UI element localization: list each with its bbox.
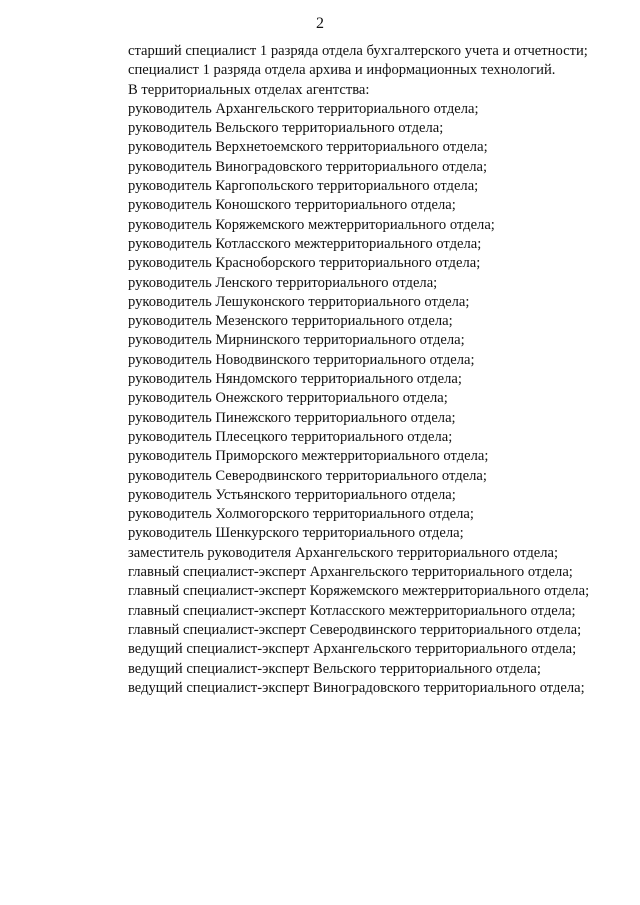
paragraph: руководитель Архангельского территориального отдела; [128,100,479,117]
paragraph: В территориальных отделах агентства: [128,81,370,98]
paragraph: руководитель Котласского межтерриториального отдела; [128,235,482,252]
paragraph: главный специалист-эксперт Северодвинского территориального отдела; [128,621,582,638]
paragraph: руководитель Коношского территориального отдела; [128,197,456,214]
paragraph: руководитель Каргопольского территориального отдела; [128,178,479,195]
paragraph: руководитель Ленского территориального отдела; [128,274,438,291]
paragraph: главный специалист-эксперт Архангельского территориального отдела; [128,564,573,581]
paragraph: руководитель Приморского межтерриториального отдела; [128,448,489,465]
page-number: 2 [316,15,324,32]
paragraph: руководитель Холмогорского территориального отдела; [128,506,474,523]
paragraph: руководитель Верхнетоемского территориального отдела; [128,139,488,156]
paragraph: руководитель Мирнинского территориального отдела; [128,332,465,349]
paragraph: руководитель Новодвинского территориального отдела; [128,351,475,368]
paragraph: специалист 1 разряда отдела архива и информационных технологий. [128,62,556,79]
paragraph: руководитель Красноборского территориального отдела; [128,255,481,272]
paragraph: руководитель Пинежского территориального отдела; [128,409,456,426]
document-body [89,42,592,698]
paragraph: ведущий специалист-эксперт Вельского территориального отдела; [128,660,541,677]
paragraph: заместитель руководителя Архангельского территориального отдела; [128,544,559,561]
paragraph: руководитель Вельского территориального отдела; [128,120,444,137]
paragraph: руководитель Устьянского территориального отдела; [128,486,456,503]
paragraph: руководитель Виноградовского территориального отдела; [128,158,488,175]
paragraph: старший специалист 1 разряда отдела бухгалтерского учета и отчетности; [128,43,588,59]
paragraph: ведущий специалист-эксперт Архангельского территориального отдела; [128,641,577,658]
paragraph: руководитель Коряжемского межтерриториального отдела; [128,216,495,233]
paragraph: руководитель Шенкурского территориального отдела; [128,525,464,542]
paragraph: руководитель Мезенского территориального отдела; [128,313,453,330]
paragraph: руководитель Плесецкого территориального отдела; [128,428,453,445]
paragraph: руководитель Северодвинского территориального отдела; [128,467,487,484]
paragraph: ведущий специалист-эксперт Виноградовского территориального отдела; [128,679,585,696]
paragraph: главный специалист-эксперт Коряжемского межтерриториального отдела; [128,583,590,600]
paragraph: главный специалист-эксперт Котласского межтерриториального отдела; [128,602,576,619]
paragraph: руководитель Лешуконского территориального отдела; [128,293,470,310]
paragraph: руководитель Онежского территориального отдела; [128,390,448,407]
paragraph: руководитель Няндомского территориального отдела; [128,371,462,388]
